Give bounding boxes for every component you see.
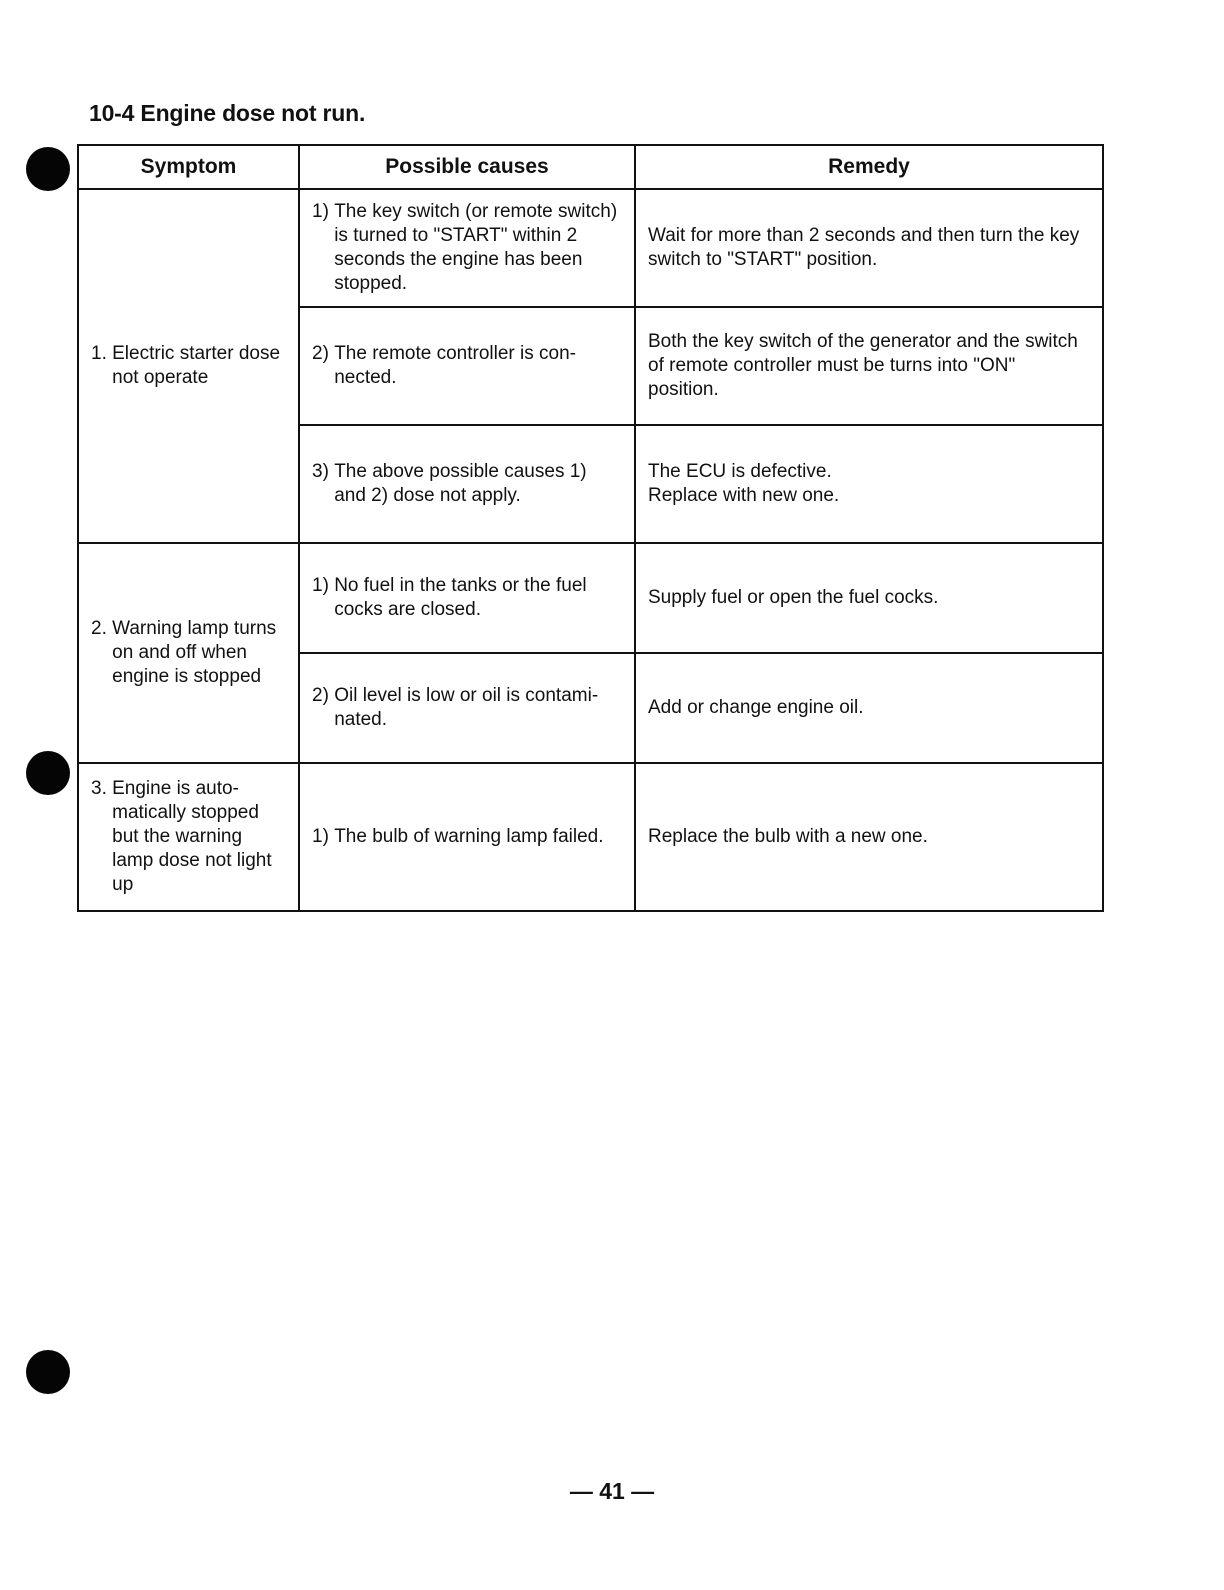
- cause-cell: [299, 653, 635, 763]
- cause-number: 2): [312, 685, 335, 706]
- troubleshooting-table: [77, 144, 1104, 912]
- table-row: [78, 763, 1103, 911]
- cause-cell: [299, 189, 635, 307]
- remedy-cell: [635, 425, 1103, 543]
- symptom-number: 3.: [91, 778, 113, 799]
- cause-text: The above possible causes 1) and 2) dose not apply.: [334, 461, 587, 506]
- symptom-text: Engine is auto-matically stopped but the warning lamp dose not light up: [112, 778, 272, 895]
- cause-text: The bulb of warning lamp failed.: [334, 826, 604, 847]
- cause-text: No fuel in the tanks or the fuel cocks are closed.: [334, 575, 587, 620]
- cause-number: 3): [312, 461, 335, 482]
- cause-number: 1): [312, 575, 335, 596]
- remedy-text: Wait for more than 2 seconds and then turn the key switch to "START" position.: [648, 225, 1080, 270]
- remedy-text: Replace the bulb with a new one.: [648, 826, 928, 847]
- cause-cell: [299, 543, 635, 653]
- cause-cell: [299, 763, 635, 911]
- symptom-number: 1.: [91, 343, 113, 364]
- cause-text: The remote controller is con-nected.: [334, 343, 577, 388]
- remedy-text: Add or change engine oil.: [648, 697, 864, 718]
- symptom-cell: [78, 189, 299, 543]
- remedy-text: Both the key switch of the generator and the switch of remote controller must be turns into "ON" position.: [648, 331, 1078, 400]
- page-number: — 41 —: [569, 1478, 655, 1504]
- punch-hole-bottom: [26, 1350, 70, 1394]
- cause-number: 2): [312, 343, 335, 364]
- remedy-text: Supply fuel or open the fuel cocks.: [648, 587, 939, 608]
- punch-hole-middle: [26, 751, 70, 795]
- header-symptom: Symptom: [78, 145, 299, 189]
- cause-text: The key switch (or remote switch) is turned to "START" within 2 seconds the engine has been stopped.: [334, 201, 618, 294]
- cause-text: Oil level is low or oil is contami-nated.: [334, 685, 599, 730]
- header-remedy: Remedy: [635, 145, 1103, 189]
- cause-cell: [299, 425, 635, 543]
- symptom-cell: [78, 763, 299, 911]
- cause-number: 1): [312, 201, 335, 222]
- remedy-text: Replace with new one.: [648, 485, 840, 506]
- cause-number: 1): [312, 826, 335, 847]
- symptom-text: Warning lamp turns on and off when engine is stopped: [112, 618, 277, 687]
- table-header-row: [78, 145, 1103, 189]
- header-possible-causes: Possible causes: [299, 145, 635, 189]
- page-title: 10-4 Engine dose not run.: [89, 100, 366, 126]
- remedy-cell: [635, 307, 1103, 425]
- table-row: [78, 189, 1103, 307]
- symptom-text: Electric starter dose not operate: [112, 343, 281, 388]
- symptom-cell: [78, 543, 299, 763]
- remedy-cell: [635, 543, 1103, 653]
- table-row: [78, 543, 1103, 653]
- remedy-cell: [635, 763, 1103, 911]
- remedy-cell: [635, 189, 1103, 307]
- symptom-number: 2.: [91, 618, 113, 639]
- remedy-cell: [635, 653, 1103, 763]
- punch-hole-top: [26, 147, 70, 191]
- cause-cell: [299, 307, 635, 425]
- remedy-text: The ECU is defective.: [648, 461, 832, 482]
